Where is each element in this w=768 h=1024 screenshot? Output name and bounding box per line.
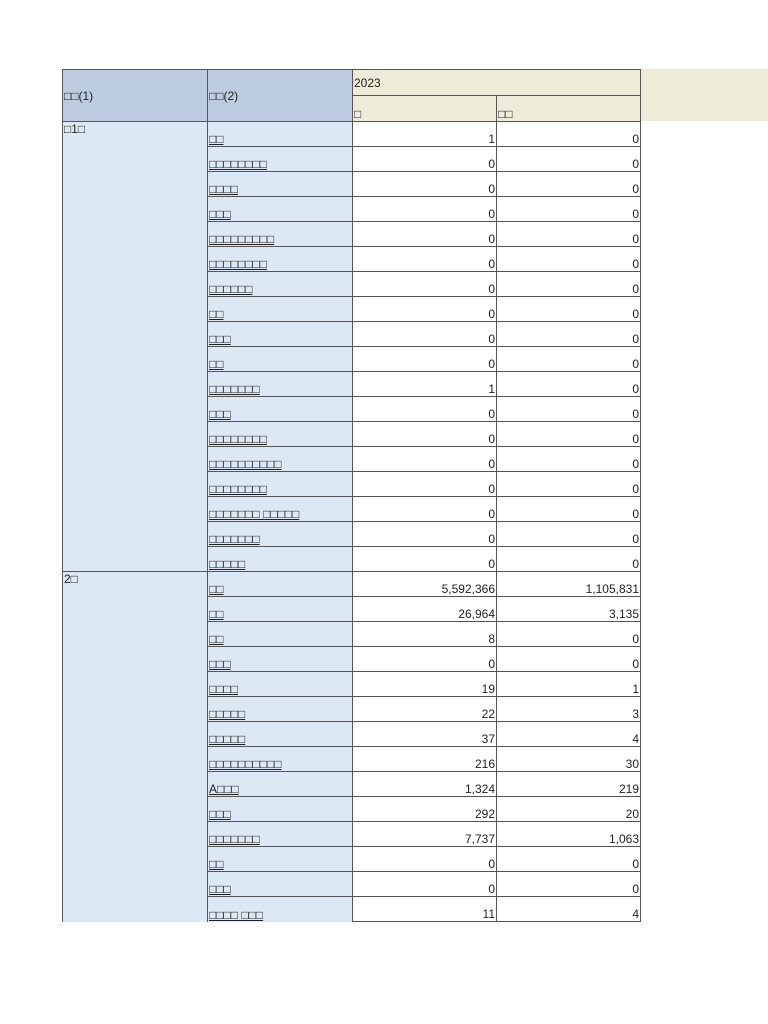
value-cell-2[interactable]: 1,105,831: [497, 572, 641, 597]
row-label[interactable]: □□: [208, 347, 353, 372]
row-label[interactable]: □□□□: [208, 172, 353, 197]
row-label[interactable]: □□: [208, 597, 353, 622]
row-label[interactable]: □□□□□□□□: [208, 147, 353, 172]
value-cell-1[interactable]: 0: [353, 147, 497, 172]
row-label[interactable]: □□□: [208, 872, 353, 897]
row-label[interactable]: □□□□□□□□□□: [208, 447, 353, 472]
value-cell-1[interactable]: 11: [353, 897, 497, 922]
value-cell-1[interactable]: 0: [353, 322, 497, 347]
value-cell-1[interactable]: 0: [353, 247, 497, 272]
value-cell-1[interactable]: 0: [353, 647, 497, 672]
row-label[interactable]: □□□□□□□□: [208, 472, 353, 497]
value-cell-1[interactable]: 1: [353, 372, 497, 397]
row-label[interactable]: □□□: [208, 322, 353, 347]
row-label[interactable]: □□: [208, 297, 353, 322]
value-cell-2[interactable]: 0: [497, 647, 641, 672]
header-sub-2[interactable]: □□: [497, 96, 641, 122]
group-label[interactable]: 2□: [63, 572, 208, 922]
value-cell-1[interactable]: 0: [353, 422, 497, 447]
value-cell-2[interactable]: 0: [497, 422, 641, 447]
value-cell-2[interactable]: 0: [497, 547, 641, 572]
value-cell-2[interactable]: 3: [497, 697, 641, 722]
value-cell-1[interactable]: 0: [353, 347, 497, 372]
value-cell-2[interactable]: 0: [497, 472, 641, 497]
value-cell-1[interactable]: 216: [353, 747, 497, 772]
value-cell-2[interactable]: 4: [497, 897, 641, 922]
row-label[interactable]: □□□□□□□ □□□□□: [208, 497, 353, 522]
value-cell-2[interactable]: 0: [497, 322, 641, 347]
value-cell-2[interactable]: 0: [497, 297, 641, 322]
value-cell-2[interactable]: 0: [497, 247, 641, 272]
data-table: [62, 69, 641, 922]
value-cell-1[interactable]: 0: [353, 497, 497, 522]
row-label[interactable]: □□□□□□□: [208, 372, 353, 397]
row-label[interactable]: □□□: [208, 397, 353, 422]
value-cell-1[interactable]: 0: [353, 222, 497, 247]
value-cell-2[interactable]: 1: [497, 672, 641, 697]
value-cell-1[interactable]: 0: [353, 547, 497, 572]
row-label[interactable]: □□□□□□□□□□: [208, 747, 353, 772]
value-cell-1[interactable]: 0: [353, 272, 497, 297]
value-cell-1[interactable]: 7,737: [353, 822, 497, 847]
value-cell-2[interactable]: 0: [497, 872, 641, 897]
value-cell-1[interactable]: 22: [353, 697, 497, 722]
row-label[interactable]: □□□□□□□: [208, 522, 353, 547]
value-cell-2[interactable]: 0: [497, 622, 641, 647]
value-cell-2[interactable]: 0: [497, 122, 641, 147]
value-cell-2[interactable]: 3,135: [497, 597, 641, 622]
row-label[interactable]: □□□□□□□□: [208, 422, 353, 447]
value-cell-1[interactable]: 0: [353, 447, 497, 472]
table-row: [63, 572, 641, 597]
value-cell-2[interactable]: 0: [497, 447, 641, 472]
header-year[interactable]: 2023: [353, 70, 641, 96]
table-row: [63, 122, 641, 147]
header-band-extension: [639, 69, 768, 121]
value-cell-2[interactable]: 4: [497, 722, 641, 747]
value-cell-1[interactable]: 0: [353, 172, 497, 197]
value-cell-1[interactable]: 292: [353, 797, 497, 822]
value-cell-2[interactable]: 0: [497, 522, 641, 547]
group-label[interactable]: □1□: [63, 122, 208, 572]
header-category-2[interactable]: □□(2): [208, 70, 353, 122]
value-cell-2[interactable]: 219: [497, 772, 641, 797]
row-label[interactable]: □□□□□□□□: [208, 247, 353, 272]
row-label[interactable]: □□□: [208, 197, 353, 222]
row-label[interactable]: □□: [208, 622, 353, 647]
value-cell-2[interactable]: 0: [497, 272, 641, 297]
value-cell-1[interactable]: 0: [353, 297, 497, 322]
value-cell-2[interactable]: 20: [497, 797, 641, 822]
value-cell-2[interactable]: 0: [497, 397, 641, 422]
row-label[interactable]: □□□□□: [208, 697, 353, 722]
value-cell-2[interactable]: 0: [497, 222, 641, 247]
value-cell-2[interactable]: 0: [497, 147, 641, 172]
row-label[interactable]: □□□□□: [208, 722, 353, 747]
row-label[interactable]: □□□□□□□: [208, 822, 353, 847]
table-body: [63, 122, 641, 922]
header-sub-1[interactable]: □: [353, 96, 497, 122]
value-cell-1[interactable]: 0: [353, 397, 497, 422]
value-cell-2[interactable]: 1,063: [497, 822, 641, 847]
value-cell-1[interactable]: 26,964: [353, 597, 497, 622]
value-cell-2[interactable]: 30: [497, 747, 641, 772]
row-label[interactable]: □□□: [208, 797, 353, 822]
header-category-1[interactable]: □□(1): [63, 70, 208, 122]
row-label[interactable]: □□□□□: [208, 547, 353, 572]
row-label[interactable]: □□□□ □□□: [208, 897, 353, 922]
value-cell-1[interactable]: 0: [353, 522, 497, 547]
row-label[interactable]: □□: [208, 122, 353, 147]
row-label[interactable]: □□: [208, 847, 353, 872]
row-label[interactable]: □□□□□□: [208, 272, 353, 297]
value-cell-1[interactable]: 0: [353, 472, 497, 497]
row-label[interactable]: □□: [208, 572, 353, 597]
value-cell-1[interactable]: 0: [353, 197, 497, 222]
row-label[interactable]: □□□: [208, 647, 353, 672]
value-cell-1[interactable]: 37: [353, 722, 497, 747]
value-cell-2[interactable]: 0: [497, 497, 641, 522]
value-cell-1[interactable]: 5,592,366: [353, 572, 497, 597]
value-cell-1[interactable]: 1: [353, 122, 497, 147]
value-cell-1[interactable]: 0: [353, 872, 497, 897]
spreadsheet: [62, 69, 641, 922]
value-cell-1[interactable]: 8: [353, 622, 497, 647]
value-cell-2[interactable]: 0: [497, 197, 641, 222]
value-cell-1[interactable]: 1,324: [353, 772, 497, 797]
row-label[interactable]: A□□□: [208, 772, 353, 797]
row-label[interactable]: □□□□: [208, 672, 353, 697]
value-cell-1[interactable]: 0: [353, 847, 497, 872]
row-label[interactable]: □□□□□□□□□: [208, 222, 353, 247]
value-cell-2[interactable]: 0: [497, 347, 641, 372]
value-cell-2[interactable]: 0: [497, 372, 641, 397]
value-cell-1[interactable]: 19: [353, 672, 497, 697]
value-cell-2[interactable]: 0: [497, 172, 641, 197]
value-cell-2[interactable]: 0: [497, 847, 641, 872]
